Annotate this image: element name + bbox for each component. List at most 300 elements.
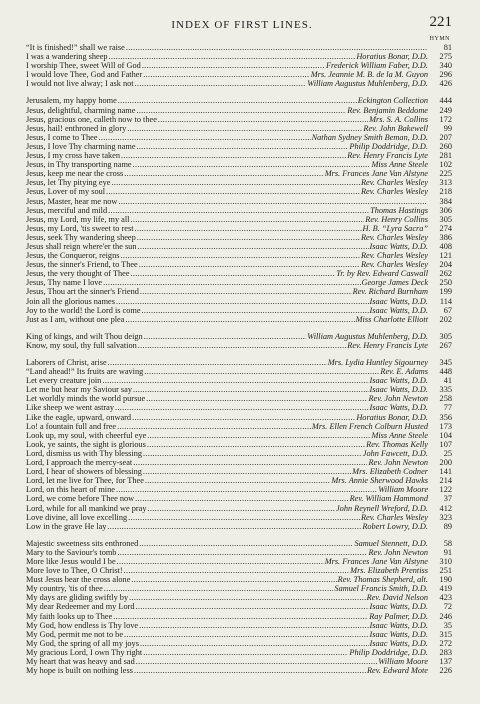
first-line: Jesus, gracious one, calleth now to thee xyxy=(26,114,157,124)
first-line: Jesus, my Lord, 'tis sweet to rest xyxy=(26,223,134,233)
hymn-number: 274 xyxy=(439,223,452,233)
dot-leader xyxy=(118,96,357,105)
dot-leader xyxy=(137,242,368,251)
hymn-number: 384 xyxy=(439,196,452,206)
author-name: Isaac Watts, D.D. xyxy=(369,620,428,630)
index-entry xyxy=(26,341,452,350)
hymn-number: 386 xyxy=(439,232,452,242)
hymn-number: 296 xyxy=(439,70,452,80)
first-line: Lord, on this heart of mine xyxy=(26,485,115,495)
index-entry xyxy=(26,548,452,557)
hymn-number: 281 xyxy=(439,151,452,161)
hymn-number: 251 xyxy=(439,566,452,576)
dot-leader xyxy=(127,124,362,133)
hymn-number: 419 xyxy=(439,584,452,594)
index-section xyxy=(26,358,452,531)
dot-leader xyxy=(140,287,352,296)
first-line: Jesus, Master, hear me now xyxy=(26,196,118,206)
first-line: Majestic sweetness sits enthroned xyxy=(26,538,139,548)
first-line: Jesus, hail! enthroned in glory xyxy=(26,123,127,133)
author-name: Robert Lowry, D.D. xyxy=(362,521,428,531)
dot-leader xyxy=(124,630,369,639)
dot-leader xyxy=(126,43,427,52)
first-line: Let every creature join xyxy=(26,376,102,386)
index-section xyxy=(26,539,452,675)
dot-leader xyxy=(116,297,369,306)
hymn-number: 305 xyxy=(439,331,452,341)
author-name: Horatius Bonar, D.D. xyxy=(356,52,428,62)
author-name: John Fawcett, D.D. xyxy=(362,448,428,458)
author-name: William Moore xyxy=(378,485,428,495)
author-name: Isaac Watts, D.D. xyxy=(369,296,428,306)
index-entry xyxy=(26,215,452,224)
hymn-number: 37 xyxy=(443,494,452,504)
index-entry xyxy=(26,440,452,449)
index-entry xyxy=(26,224,452,233)
hymn-number: 310 xyxy=(439,556,452,566)
hymn-number: 249 xyxy=(439,105,452,115)
dot-leader xyxy=(134,666,366,675)
index-entry xyxy=(26,648,452,657)
hymn-number: 283 xyxy=(439,647,452,657)
dot-leader xyxy=(132,413,355,422)
first-line: My heart that was heavy and sad xyxy=(26,657,135,666)
author-name: William Moore xyxy=(378,657,428,666)
first-line: My God, the spring of all my joys xyxy=(26,638,139,648)
index-entry xyxy=(26,160,452,169)
first-line: Jesus, seek Thy wandering sheep xyxy=(26,232,136,242)
first-line: My country, 'tis of thee xyxy=(26,584,103,594)
hymn-number: 25 xyxy=(443,448,452,458)
author-name: Rev. Henry Collins xyxy=(365,214,428,224)
hymn-number: 356 xyxy=(439,412,452,422)
author-name: Nathan Sydney Smith Beman, D.D. xyxy=(311,132,428,142)
first-line: Jesus shall reign where'er the sun xyxy=(26,241,137,251)
index-entry xyxy=(26,639,452,648)
dot-leader xyxy=(125,315,354,324)
hymn-number: 408 xyxy=(439,241,452,251)
author-name: Rev. Charles Wesley xyxy=(360,232,428,242)
first-line: Jesus, in Thy transporting name xyxy=(26,160,132,170)
hymn-number: 275 xyxy=(439,52,452,62)
author-name: Rev. John Newton xyxy=(368,394,428,404)
index-entry xyxy=(26,151,452,160)
index-entry xyxy=(26,79,452,88)
first-line: I would love Thee, God and Father xyxy=(26,70,143,80)
first-line: Jesus, Thy name I love xyxy=(26,278,103,288)
dot-leader xyxy=(128,513,360,522)
author-name: Rev. William Hammond xyxy=(349,494,428,504)
hymn-number: 99 xyxy=(443,123,452,133)
dot-leader xyxy=(135,224,362,233)
author-name: Samuel Stennett, D.D. xyxy=(354,538,428,548)
dot-leader xyxy=(139,621,368,630)
author-name: Rev. David Nelson xyxy=(366,593,428,603)
author-name: Isaac Watts, D.D. xyxy=(369,403,428,413)
index-section xyxy=(26,43,452,88)
index-entry xyxy=(26,367,452,376)
author-name: Rev. Benjamin Beddome xyxy=(347,105,428,115)
hymn-number: 91 xyxy=(443,547,452,557)
hymn-number: 137 xyxy=(439,657,452,666)
author-name: Mrs. Jeannie M. B. de la M. Guyon xyxy=(310,70,428,80)
index-entry xyxy=(26,115,452,124)
author-name: Mrs. Elizabeth Codner xyxy=(352,467,428,477)
author-name: Eckington Collection xyxy=(357,96,428,106)
hymn-number: 200 xyxy=(439,458,452,468)
dot-leader xyxy=(148,504,335,513)
index-entry xyxy=(26,297,452,306)
first-line: Jesus, Lover of my soul xyxy=(26,187,106,197)
dot-leader xyxy=(131,269,336,278)
author-name: William Augustus Muhlenberg, D.D. xyxy=(307,331,428,341)
dot-leader xyxy=(146,394,367,403)
index-entry xyxy=(26,385,452,394)
index-entry xyxy=(26,584,452,593)
author-name: Ray Palmer, D.D. xyxy=(369,611,428,621)
index-entry xyxy=(26,494,452,503)
author-name: Rev. Richard Burnham xyxy=(352,287,428,297)
page-title: INDEX OF FIRST LINES. xyxy=(171,19,313,31)
author-name: Mrs. Annie Sherwood Hawks xyxy=(331,476,428,486)
dot-leader xyxy=(147,440,365,449)
dot-leader xyxy=(117,557,324,566)
author-name: Rev. John Bakewell xyxy=(363,123,428,133)
hymn-number: 323 xyxy=(439,512,452,522)
author-name: Isaac Watts, D.D. xyxy=(369,385,428,395)
hymn-number: 204 xyxy=(439,260,452,270)
hymn-number: 448 xyxy=(439,367,452,377)
author-name: Rev. Charles Wesley xyxy=(360,260,428,270)
dot-leader xyxy=(117,548,367,557)
first-line: Jesus, delightful, charming name xyxy=(26,105,136,115)
dot-leader xyxy=(124,169,323,178)
index-entry xyxy=(26,630,452,639)
dot-leader xyxy=(137,142,349,151)
hymn-number: 250 xyxy=(439,278,452,288)
first-line: Lo! a fountain full and free xyxy=(26,421,117,431)
index-entry xyxy=(26,504,452,513)
author-name: Mrs. Elizabeth Prentiss xyxy=(350,566,428,576)
first-line: My dear Redeemer and my Lord xyxy=(26,602,135,612)
dot-leader xyxy=(135,79,307,88)
index-entry xyxy=(26,43,452,52)
author-name: Rev. Charles Wesley xyxy=(360,251,428,261)
author-name: Rev. Charles Wesley xyxy=(360,187,428,197)
index-entry xyxy=(26,431,452,440)
index-entry xyxy=(26,278,452,287)
first-line: Jesus, the sinner's Friend, to Thee xyxy=(26,260,138,270)
dot-leader xyxy=(106,187,360,196)
first-line: Jesus, Thou art the sinner's Friend xyxy=(26,287,139,297)
hymn-number: 340 xyxy=(439,61,452,71)
index-entry xyxy=(26,233,452,242)
hymn-number: 121 xyxy=(439,251,452,261)
index-entry xyxy=(26,124,452,133)
hymn-number: 262 xyxy=(439,269,452,279)
index-entry xyxy=(26,449,452,458)
first-line: My God, permit me not to be xyxy=(26,629,124,639)
hymn-number: 444 xyxy=(439,96,452,106)
hymn-number: 190 xyxy=(439,575,452,585)
first-line: “It is finished!” shall we raise xyxy=(26,43,125,52)
hymn-number: 226 xyxy=(439,666,452,676)
index-entry xyxy=(26,394,452,403)
hymn-number: 345 xyxy=(439,358,452,367)
dot-leader xyxy=(133,160,371,169)
first-line: Look up, my soul, with cheerful eye xyxy=(26,430,147,440)
dot-leader xyxy=(103,278,360,287)
hymn-number: 315 xyxy=(439,629,452,639)
author-name: Mrs. S. A. Collins xyxy=(369,114,428,124)
dot-leader xyxy=(137,233,360,242)
author-name: Philip Doddridge, D.D. xyxy=(349,647,428,657)
author-name: Frederick William Faber, D.D. xyxy=(325,61,428,71)
hymn-number: 114 xyxy=(439,296,452,306)
index-section xyxy=(26,332,452,350)
author-name: Rev. Charles Wesley xyxy=(360,512,428,522)
dot-leader xyxy=(107,522,361,531)
first-line: Lord, we come before Thee now xyxy=(26,494,135,504)
dot-leader xyxy=(102,376,368,385)
dot-leader xyxy=(143,70,310,79)
first-line: Know, my soul, thy full salvation xyxy=(26,340,137,350)
index-entry xyxy=(26,557,452,566)
dot-leader xyxy=(143,449,362,458)
index-entry xyxy=(26,70,452,79)
index-entry xyxy=(26,61,452,70)
first-line: More like Jesus would I be xyxy=(26,556,116,566)
author-name: Rev. Charles Wesley xyxy=(360,178,428,188)
index-entry xyxy=(26,593,452,602)
dot-leader xyxy=(158,115,368,124)
hymn-number: 141 xyxy=(439,467,452,477)
first-line: Jesus, my Lord, my life, my all xyxy=(26,214,130,224)
first-line: Love divine, all love excelling xyxy=(26,512,128,522)
first-line: Jesus, the very thought of Thee xyxy=(26,269,130,279)
index-entry xyxy=(26,513,452,522)
hymn-number: 306 xyxy=(439,205,452,215)
author-name: John Reynell Wreford, D.D. xyxy=(335,503,428,513)
index-entry xyxy=(26,522,452,531)
index-entry xyxy=(26,315,452,324)
index-entry xyxy=(26,206,452,215)
dot-leader xyxy=(143,648,348,657)
hymn-number: 246 xyxy=(439,611,452,621)
first-line: My days are gliding swiftly by xyxy=(26,593,129,603)
hymn-number: 72 xyxy=(443,602,452,612)
first-line: Jesus, the Conqueror, reigns xyxy=(26,251,120,261)
dot-leader xyxy=(109,52,356,61)
dot-leader xyxy=(113,612,368,621)
index-entry xyxy=(26,566,452,575)
hymn-number: 423 xyxy=(439,593,452,603)
index-entry xyxy=(26,413,452,422)
author-name: Mrs. Lydia Huntley Sigourney xyxy=(327,358,428,367)
dot-leader xyxy=(108,358,327,367)
hymn-column-label: HYMN xyxy=(429,36,450,42)
first-line: Lord, I approach the mercy-seat xyxy=(26,458,133,468)
dot-leader xyxy=(117,422,311,431)
hymn-number: 172 xyxy=(439,114,452,124)
index-entry xyxy=(26,612,452,621)
author-name: Rev. Edward Mote xyxy=(366,666,428,676)
dot-leader xyxy=(118,197,427,206)
index-entry xyxy=(26,666,452,675)
dot-leader xyxy=(124,566,350,575)
first-line: Lord, I hear of showers of blessing xyxy=(26,467,142,477)
hymn-number: 214 xyxy=(439,476,452,486)
index-entry xyxy=(26,260,452,269)
first-line: Like sheep we went astray xyxy=(26,403,115,413)
first-line: Let me but hear my Saviour say xyxy=(26,385,132,395)
dot-leader xyxy=(143,467,351,476)
index-entry xyxy=(26,187,452,196)
first-line: More love to Thee, O Christ! xyxy=(26,566,123,576)
dot-leader xyxy=(129,593,366,602)
dot-leader xyxy=(147,431,370,440)
index-entry xyxy=(26,403,452,412)
first-line: Jerusalem, my happy home xyxy=(26,96,117,106)
dot-leader xyxy=(140,639,369,648)
dot-leader xyxy=(115,403,369,412)
author-name: Rev. Thomas Shepherd, alt. xyxy=(337,575,428,585)
index-entry xyxy=(26,178,452,187)
dot-leader xyxy=(121,151,346,160)
index-entry xyxy=(26,575,452,584)
index-entry xyxy=(26,422,452,431)
hymn-number: 199 xyxy=(439,287,452,297)
first-line: Jesus, let Thy pitying eye xyxy=(26,178,111,188)
index-entry xyxy=(26,458,452,467)
dot-leader xyxy=(104,584,334,593)
author-name: Isaac Watts, D.D. xyxy=(369,241,428,251)
dot-leader xyxy=(116,485,377,494)
author-name: Isaac Watts, D.D. xyxy=(369,305,428,315)
first-line: Jesus, I my cross have taken xyxy=(26,151,121,161)
first-line: King of kings, and wilt Thou deign xyxy=(26,331,143,341)
first-line: Lord, let me live for Thee, for Thee xyxy=(26,476,144,486)
author-name: Miss Anne Steele xyxy=(371,430,428,440)
first-line: Join all the glorious names xyxy=(26,296,115,306)
first-line: My God, how endless is Thy love xyxy=(26,620,139,630)
index-entry xyxy=(26,52,452,61)
first-line: Jesus, keep me near the cross xyxy=(26,169,124,179)
first-line: Jesus, I come to Thee xyxy=(26,132,98,142)
first-line: My faith looks up to Thee xyxy=(26,611,113,621)
first-line: Low in the grave He lay xyxy=(26,521,107,531)
author-name: Mrs. Frances Jane Van Alstyne xyxy=(324,556,428,566)
index-entry xyxy=(26,106,452,115)
dot-leader xyxy=(108,206,369,215)
hymn-number: 260 xyxy=(439,141,452,151)
first-line: Lord, dismiss us with Thy blessing xyxy=(26,448,143,458)
first-line: Lord, while for all mankind we pray xyxy=(26,503,147,513)
first-line: “Land ahead!” Its fruits are waving xyxy=(26,367,144,377)
author-name: Rev. Henry Francis Lyte xyxy=(347,151,428,161)
first-line: I would not live alway; I ask not xyxy=(26,79,134,89)
index-entry xyxy=(26,306,452,315)
author-name: Rev. E. Adams xyxy=(380,367,428,377)
author-name: Philip Doddridge, D.D. xyxy=(349,141,428,151)
index-entry xyxy=(26,287,452,296)
index-entry xyxy=(26,142,452,151)
first-line: Like the eagle, upward, onward xyxy=(26,412,132,422)
author-name: Horatius Bonar, D.D. xyxy=(356,412,428,422)
hymn-number: 173 xyxy=(439,421,452,431)
index-entry xyxy=(26,621,452,630)
hymn-number: 272 xyxy=(439,638,452,648)
author-name: Isaac Watts, D.D. xyxy=(369,376,428,386)
dot-leader xyxy=(138,341,347,350)
first-line: Must Jesus bear the cross alone xyxy=(26,575,131,585)
dot-leader xyxy=(144,332,307,341)
index-entry xyxy=(26,358,452,367)
author-name: Tr. by Rev. Edward Caswall xyxy=(336,269,428,279)
author-name: Mrs. Ellen French Colburn Husted xyxy=(311,421,428,431)
first-line: Joy to the world! the Lord is come xyxy=(26,305,141,315)
author-name: Mrs. Frances Jane Van Alstyne xyxy=(324,169,428,179)
first-line: Just as I am, without one plea xyxy=(26,314,125,324)
dot-leader xyxy=(136,602,369,611)
hymn-number: 207 xyxy=(439,132,452,142)
hymn-number: 67 xyxy=(443,305,452,315)
author-name: Thomas Hastings xyxy=(370,205,428,215)
hymn-number: 89 xyxy=(443,521,452,531)
dot-leader xyxy=(120,251,359,260)
dot-leader xyxy=(139,260,360,269)
page-header xyxy=(26,14,458,34)
index-entry xyxy=(26,332,452,341)
hymn-number: 305 xyxy=(439,214,452,224)
first-line: I was a wandering sheep xyxy=(26,52,108,62)
first-line: Laborers of Christ, arise xyxy=(26,358,107,367)
hymn-number: 77 xyxy=(443,403,452,413)
author-name: Rev. Thomas Kelly xyxy=(366,439,428,449)
hymn-number: 107 xyxy=(439,439,452,449)
index-entry xyxy=(26,133,452,142)
page-number: 221 xyxy=(429,14,452,30)
hymn-number: 313 xyxy=(439,178,452,188)
hymn-number: 225 xyxy=(439,169,452,179)
first-line: Mary to the Saviour's tomb xyxy=(26,547,117,557)
first-line: Jesus, I love Thy charming name xyxy=(26,141,136,151)
index-entry xyxy=(26,96,452,105)
dot-leader xyxy=(131,575,336,584)
dot-leader xyxy=(145,476,330,485)
hymn-number: 81 xyxy=(443,43,452,52)
first-line: Jesus, merciful and mild xyxy=(26,205,108,215)
index-section xyxy=(26,96,452,323)
index-entry xyxy=(26,467,452,476)
author-name: Isaac Watts, D.D. xyxy=(369,629,428,639)
index-entry xyxy=(26,242,452,251)
dot-leader xyxy=(135,494,348,503)
hymn-number: 267 xyxy=(439,340,452,350)
author-name: Rev. John Newton xyxy=(368,547,428,557)
hymn-number: 202 xyxy=(439,314,452,324)
index-entry xyxy=(26,376,452,385)
dot-leader xyxy=(111,178,360,187)
author-name: Isaac Watts, D.D. xyxy=(369,602,428,612)
hymn-number: 41 xyxy=(443,376,452,386)
dot-leader xyxy=(133,385,369,394)
author-name: Miss Charlotte Elliott xyxy=(355,314,428,324)
first-line: My hope is built on nothing less xyxy=(26,666,133,676)
index-entry xyxy=(26,485,452,494)
author-name: Miss Anne Steele xyxy=(371,160,428,170)
first-line: Let worldly minds the world pursue xyxy=(26,394,146,404)
